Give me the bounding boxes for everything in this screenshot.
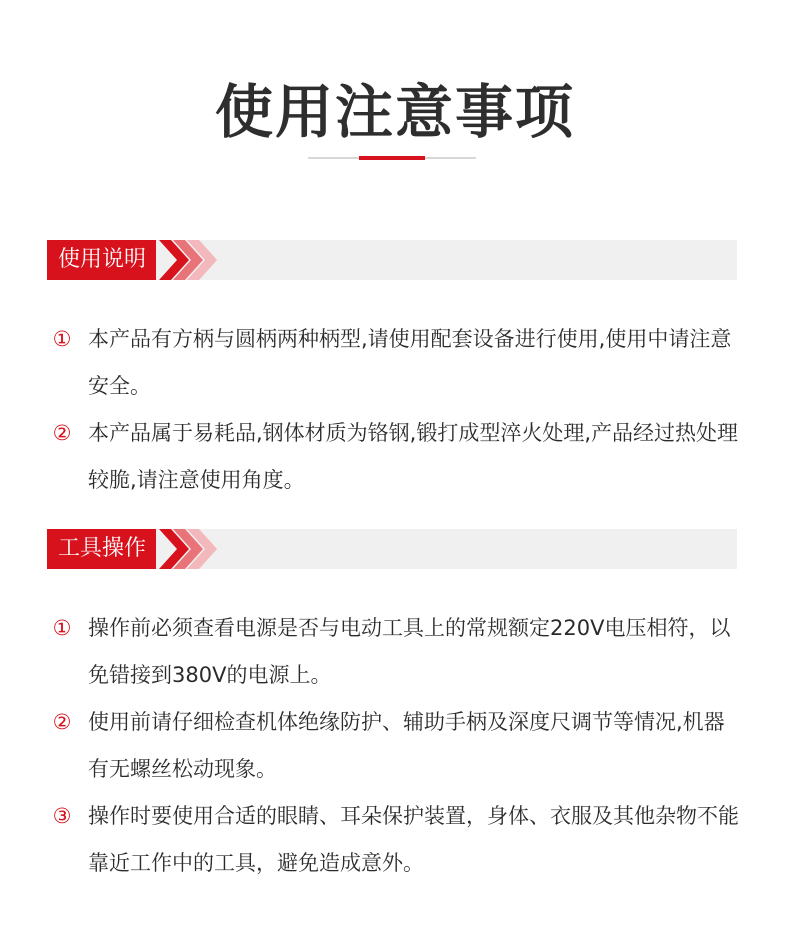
section-header-operation [47, 529, 737, 569]
list-item [47, 605, 747, 699]
item-number: ③ [52, 804, 72, 828]
item-number: ① [52, 327, 72, 351]
item-number: ② [52, 710, 72, 734]
usage-list [47, 316, 747, 504]
list-item [47, 410, 747, 504]
item-text: 本产品属于易耗品,钢体材质为铬钢,锻打成型淬火处理,产品经过热处理较脆,请注意使用角度。 [88, 421, 739, 492]
item-number: ① [52, 616, 72, 640]
list-item [47, 793, 747, 887]
item-text: 操作时要使用合适的眼睛、耳朵保护装置，身体、衣服及其他杂物不能靠近工作中的工具，避免造成意外。 [88, 804, 739, 875]
item-text: 操作前必须查看电源是否与电动工具上的常规额定220V电压相符，以免错接到380V的电源上。 [88, 616, 731, 687]
section-header-usage [47, 240, 737, 280]
operation-list [47, 605, 747, 887]
chevron-arrows-icon [159, 240, 219, 280]
page-title: 使用注意事项 [214, 78, 575, 146]
list-item [47, 316, 747, 410]
list-item [47, 699, 747, 793]
chevron-arrows-icon [159, 529, 219, 569]
section-label: 工具操作 [47, 529, 156, 569]
item-text: 使用前请仔细检查机体绝缘防护、辅助手柄及深度尺调节等情况,机器有无螺丝松动现象。 [88, 710, 725, 781]
item-number: ② [52, 421, 72, 445]
title-divider-accent [359, 156, 425, 160]
item-text: 本产品有方柄与圆柄两种柄型,请使用配套设备进行使用,使用中请注意安全。 [88, 327, 732, 398]
section-label: 使用说明 [47, 240, 156, 280]
